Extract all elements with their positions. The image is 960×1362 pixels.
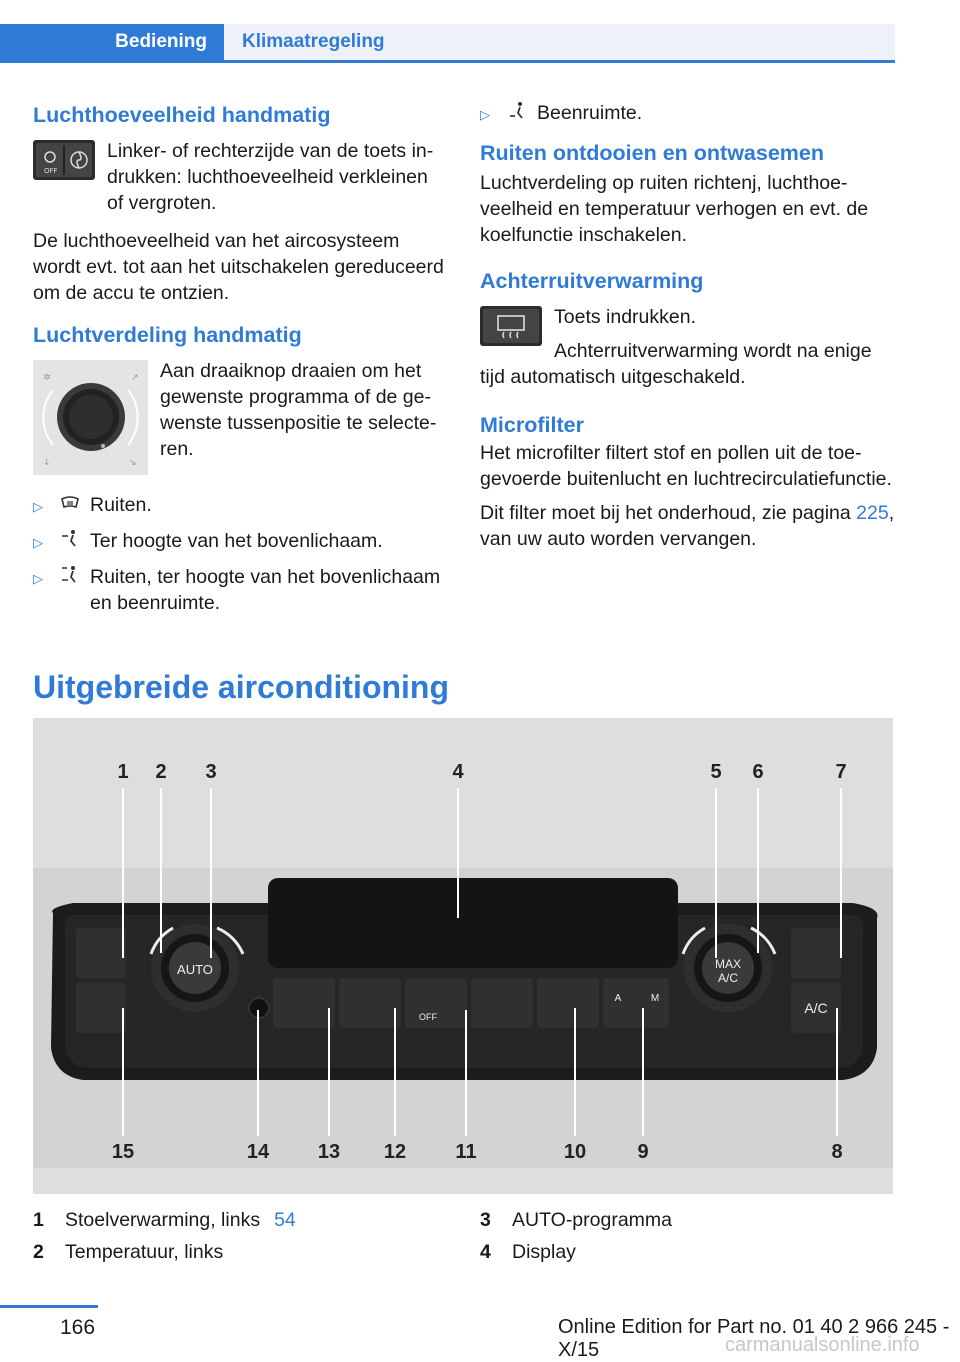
page-number: 166 (60, 1316, 96, 1339)
legend-label: Display (512, 1241, 576, 1263)
s5-p2-part-a: Dit filter moet bij het onderhoud, zie pagina (480, 502, 857, 524)
callout-number-top-5: 5 (710, 761, 722, 783)
air-distribution-knob-image (33, 360, 148, 482)
upper-body-icon (60, 528, 82, 555)
bullet-label: Ter hoogte van het bovenlichaam. (90, 530, 383, 552)
callout-number-bottom-9: 9 (637, 1141, 649, 1163)
max-ac-label-1: MAX (714, 957, 742, 971)
callout-number-bottom-8: 8 (831, 1141, 843, 1163)
bullet-ruiten (33, 492, 448, 520)
bullet-label: Beenruimte. (537, 102, 643, 124)
s5-text: Het microfilter filtert stof en pollen uit de toegevoerde buitenlucht en luchtrecirculatiefunctie. (480, 442, 892, 490)
callout-number-bottom-11: 11 (455, 1141, 477, 1163)
legend-left (33, 1204, 448, 1268)
ac-button-label: A/C (804, 1000, 828, 1016)
callout-number-bottom-10: 10 (563, 1141, 587, 1163)
s2-text: Aan draaiknop draaien om het gewenste programma of de gewenste tussenpositie te selecteren. (160, 360, 437, 460)
s1-text: Linker- of rechterzijde van de toets indrukken: luchthoeveelheid verkleinen of vergroten. (107, 140, 434, 214)
heading-luchthoeveelheid: Luchthoeveelheid handmatig (33, 103, 331, 127)
bullet-triangle-icon: ▷ (33, 499, 43, 514)
bullet-label: Ruiten, ter hoogte van het bovenlichaam en beenruimte. (90, 566, 441, 614)
legend-item-1 (33, 1204, 448, 1236)
bullet-triangle-icon: ▷ (480, 107, 490, 122)
legend-number: 1 (33, 1209, 44, 1231)
right-column (480, 100, 895, 564)
tab-klimaatregeling[interactable]: Klimaatregeling (224, 24, 895, 60)
callout-number-bottom-13: 13 (317, 1141, 341, 1163)
callout-number-bottom-12: 12 (383, 1141, 407, 1163)
auto-button-label: AUTO (177, 962, 213, 977)
s4-text-1: Toets indrukken. (554, 306, 696, 328)
legend-number: 4 (480, 1241, 491, 1263)
all-zones-icon (60, 564, 82, 591)
tab-bediening[interactable]: Bediening (0, 24, 224, 60)
legend-number: 3 (480, 1209, 491, 1231)
s3-text: Luchtverdeling op ruiten richtenj, luchthoeveelheid en temperatuur verhogen en evt. de koelfunctie inschakelen. (480, 172, 869, 246)
bullet-triangle-icon: ▷ (33, 571, 43, 586)
svg-text:↓: ↓ (43, 458, 51, 468)
s1-paragraph-2: De luchthoeveelheid van het aircosysteem wordt evt. tot aan het uitschakelen gereduceerd om de accu te ontzien. (33, 230, 444, 304)
windshield-icon (60, 492, 82, 518)
callout-number-top-3: 3 (205, 761, 217, 783)
footer-rule (0, 1305, 98, 1308)
footwell-icon (507, 100, 529, 127)
bullet-beenruimte (480, 100, 895, 128)
svg-text:↗: ↗ (131, 373, 139, 383)
callout-number-top-1: 1 (117, 761, 129, 783)
legend-page-link[interactable]: 54 (274, 1209, 296, 1231)
page-link-225[interactable]: 225 (856, 502, 889, 524)
bullet-label: Ruiten. (90, 494, 152, 516)
s5-paragraph-2 (480, 500, 895, 552)
svg-text:↘: ↘ (129, 458, 137, 468)
legend-label: Temperatuur, links (65, 1241, 224, 1263)
left-column (33, 100, 448, 624)
callout-number-bottom-14: 14 (246, 1141, 270, 1163)
bullet-ruiten-bovenlichaam-beenruimte (33, 564, 448, 616)
callout-number-top-2: 2 (155, 761, 167, 783)
fan-button-image (33, 140, 95, 187)
section-title: Uitgebreide airconditioning (33, 669, 450, 705)
legend-item-2 (33, 1236, 448, 1268)
header-tabs (0, 24, 895, 62)
auto-recirc-a-label: A (614, 993, 622, 1004)
s5-p2-part-b: , van uw auto worden vervangen. (480, 502, 895, 550)
auto-recirc-m-label: M (650, 993, 660, 1004)
edition-note: Online Edition for Part no. 01 40 2 966 245 - X/15 (558, 1316, 950, 1361)
legend-right (480, 1204, 895, 1268)
legend-item-4 (480, 1236, 895, 1268)
heading-microfilter: Microfilter (480, 413, 584, 437)
legend-label: AUTO-programma (512, 1209, 673, 1231)
svg-text:✲: ✲ (43, 373, 51, 383)
fan-off-label: OFF (419, 1012, 437, 1022)
legend-number: 2 (33, 1241, 44, 1263)
callout-number-top-7: 7 (835, 761, 847, 783)
callout-number-bottom-15: 15 (111, 1141, 135, 1163)
heading-ruiten-ontdooien: Ruiten ontdooien en ontwasemen (480, 141, 825, 165)
legend-label: Stoelverwarming, links (65, 1209, 261, 1231)
svg-text:OFF: OFF (44, 167, 58, 175)
rear-defrost-button-image (480, 306, 542, 353)
max-ac-label-2: A/C (717, 971, 739, 985)
s4-text-2: Achterruitverwarming wordt na enige tijd automatisch uitgeschakeld. (480, 340, 872, 388)
bullet-triangle-icon: ▷ (33, 535, 43, 550)
heading-achterruitverwarming: Achterruitverwarming (480, 269, 704, 293)
callout-number-top-4: 4 (452, 761, 464, 783)
callout-number-top-6: 6 (752, 761, 764, 783)
climate-control-panel-image (33, 718, 893, 1194)
legend-item-3 (480, 1204, 895, 1236)
header-rule (0, 60, 895, 63)
heading-luchtverdeling: Luchtverdeling handmatig (33, 323, 302, 347)
watermark: carmanualsonline.info (725, 1334, 920, 1356)
bullet-bovenlichaam (33, 528, 448, 556)
